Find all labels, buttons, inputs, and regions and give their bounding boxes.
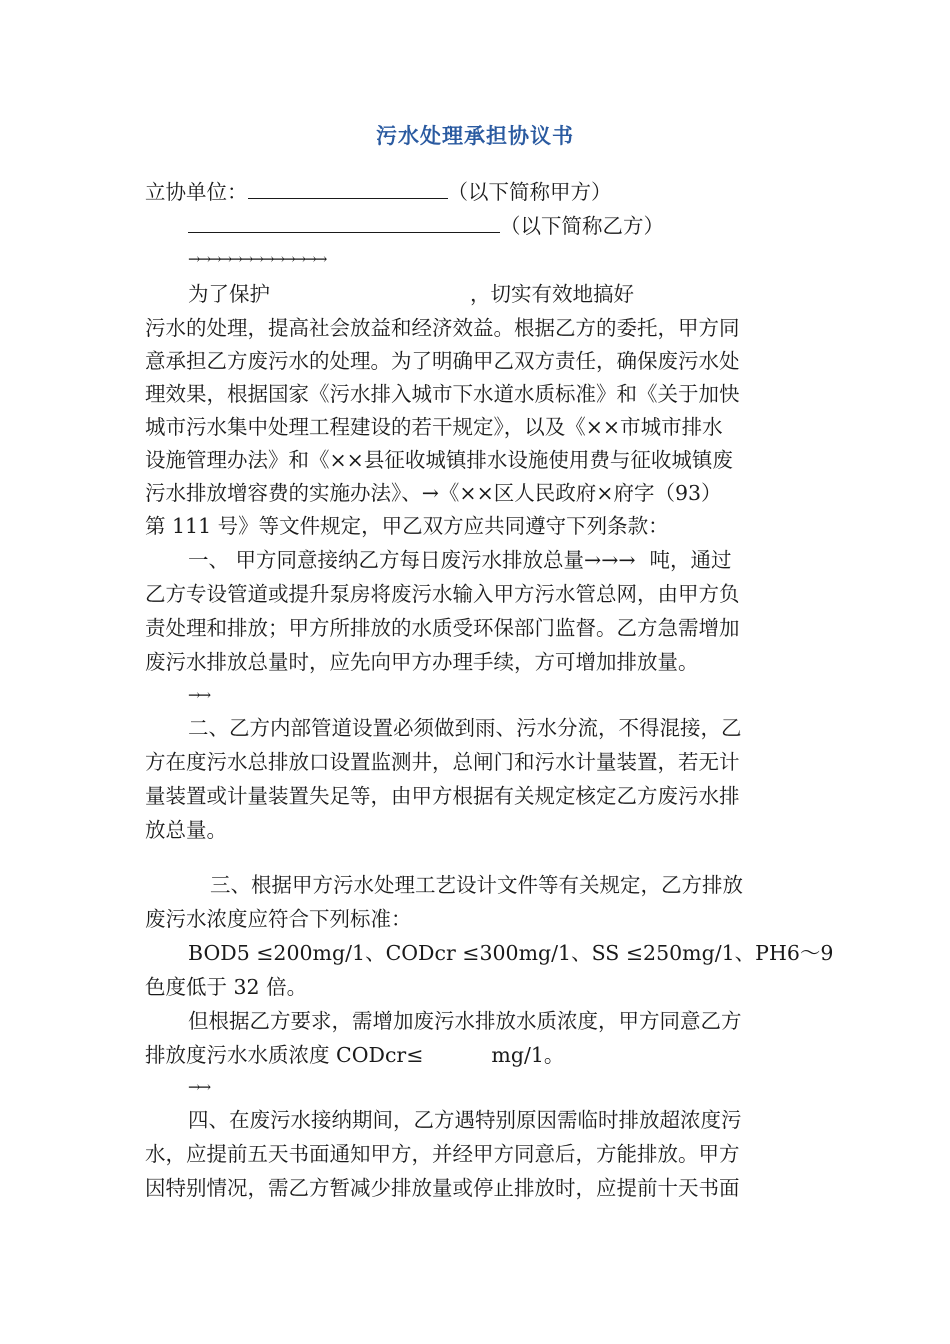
clause-1-first-line bbox=[188, 546, 732, 574]
party-b-blank bbox=[188, 212, 500, 233]
clause-3-line: 废污水浓度应符合下列标准： bbox=[145, 907, 412, 931]
intro-line: 理效果，根据国家《污水排入城市下水道水质标准》和《关于加快 bbox=[145, 382, 740, 406]
arrow-marks-3: →→ bbox=[188, 1078, 210, 1096]
intro-first-line bbox=[188, 280, 634, 308]
extra-cod-line bbox=[145, 1041, 564, 1069]
clause-4-line: 因特别情况，需乙方暂减少排放量或停止排放时，应提前十天书面 bbox=[145, 1176, 740, 1200]
clause-1-line: 废污水排放总量时，应先向甲方办理手续，方可增加排放量。 bbox=[145, 650, 699, 674]
extra-cod-lead: 排放度污水水质浓度 CODcr≤ bbox=[145, 1043, 424, 1067]
clause-2-line: 方在度污水总排放口设置监测井，总闸门和污水计量装置，若无计 bbox=[145, 750, 740, 774]
intro-line: 设施管理办法》和《××县征收城镇排水设施使用费与征收城镇废 bbox=[145, 448, 733, 472]
clause-1-tail: 吨，通过 bbox=[649, 548, 732, 572]
party-a-suffix: （以下简称甲方） bbox=[447, 180, 612, 204]
intro-line: 城市污水集中处理工程建设的若干规定》，以及《××市城市排水 bbox=[145, 415, 723, 439]
intro-line: 意承担乙方废污水的处理。为了明确甲乙双方责任，确保废污水处 bbox=[145, 349, 740, 373]
clause-1-line: 乙方专设管道或提升泵房将废污水输入甲方污水管总网，由甲方负 bbox=[145, 582, 740, 606]
clause-4-line: 水，应提前五天书面通知甲方，并经甲方同意后，方能排放。甲方 bbox=[145, 1142, 740, 1166]
clause-4-line: 四、在废污水接纳期间，乙方遇特别原因需临时排放超浓度污 bbox=[188, 1108, 742, 1132]
clause-2-line: 二、乙方内部管道设置必须做到雨、污水分流，不得混接，乙 bbox=[188, 716, 742, 740]
standards-line: BOD5 ≤200mg/1、CODcr ≤300mg/1、SS ≤250mg/1、PH6～9 bbox=[188, 941, 834, 965]
arrow-marks-1: →→→→→→→→→→→→→ bbox=[188, 250, 326, 268]
color-line: 色度低于 32 倍。 bbox=[145, 975, 308, 999]
clause-1-line: 责处理和排放；甲方所排放的水质受环保部门监督。乙方急需增加 bbox=[145, 616, 740, 640]
party-b-suffix: （以下简称乙方） bbox=[500, 214, 664, 238]
clause-2-line: 量装置或计量装置失足等，由甲方根据有关规定核定乙方废污水排 bbox=[145, 784, 740, 808]
intro-line: 污水排放增容费的实施办法》、→《××区人民政府×府字（93） bbox=[145, 481, 722, 505]
document-title: 污水处理承担协议书 bbox=[376, 123, 574, 148]
arrow-marks-2: →→ bbox=[188, 686, 210, 704]
clause-2-line: 放总量。 bbox=[145, 818, 227, 842]
clause-1-lead: 一、 甲方同意接纳乙方每日废污水排放总量→→→ bbox=[188, 548, 636, 572]
intro-line: 第 111 号》等文件规定，甲乙双方应共同遵守下列条款： bbox=[145, 514, 669, 538]
party-b-line bbox=[188, 212, 664, 240]
extra-cod-unit: mg/1。 bbox=[491, 1043, 565, 1067]
intro-line: 污水的处理，提高社会放益和经济效益。根据乙方的委托，甲方同 bbox=[145, 316, 740, 340]
party-a-blank bbox=[248, 178, 448, 199]
clause-3-line: 三、根据甲方污水处理工艺设计文件等有关规定，乙方排放 bbox=[210, 873, 743, 897]
party-a-line bbox=[145, 178, 612, 206]
intro-lead: 为了保护 bbox=[188, 282, 270, 306]
extra-lead-line: 但根据乙方要求，需增加废污水排放水质浓度，甲方同意乙方 bbox=[188, 1009, 742, 1033]
intro-tail: ，切实有效地搞好 bbox=[470, 282, 634, 306]
party-a-prefix: 立协单位： bbox=[145, 180, 248, 204]
